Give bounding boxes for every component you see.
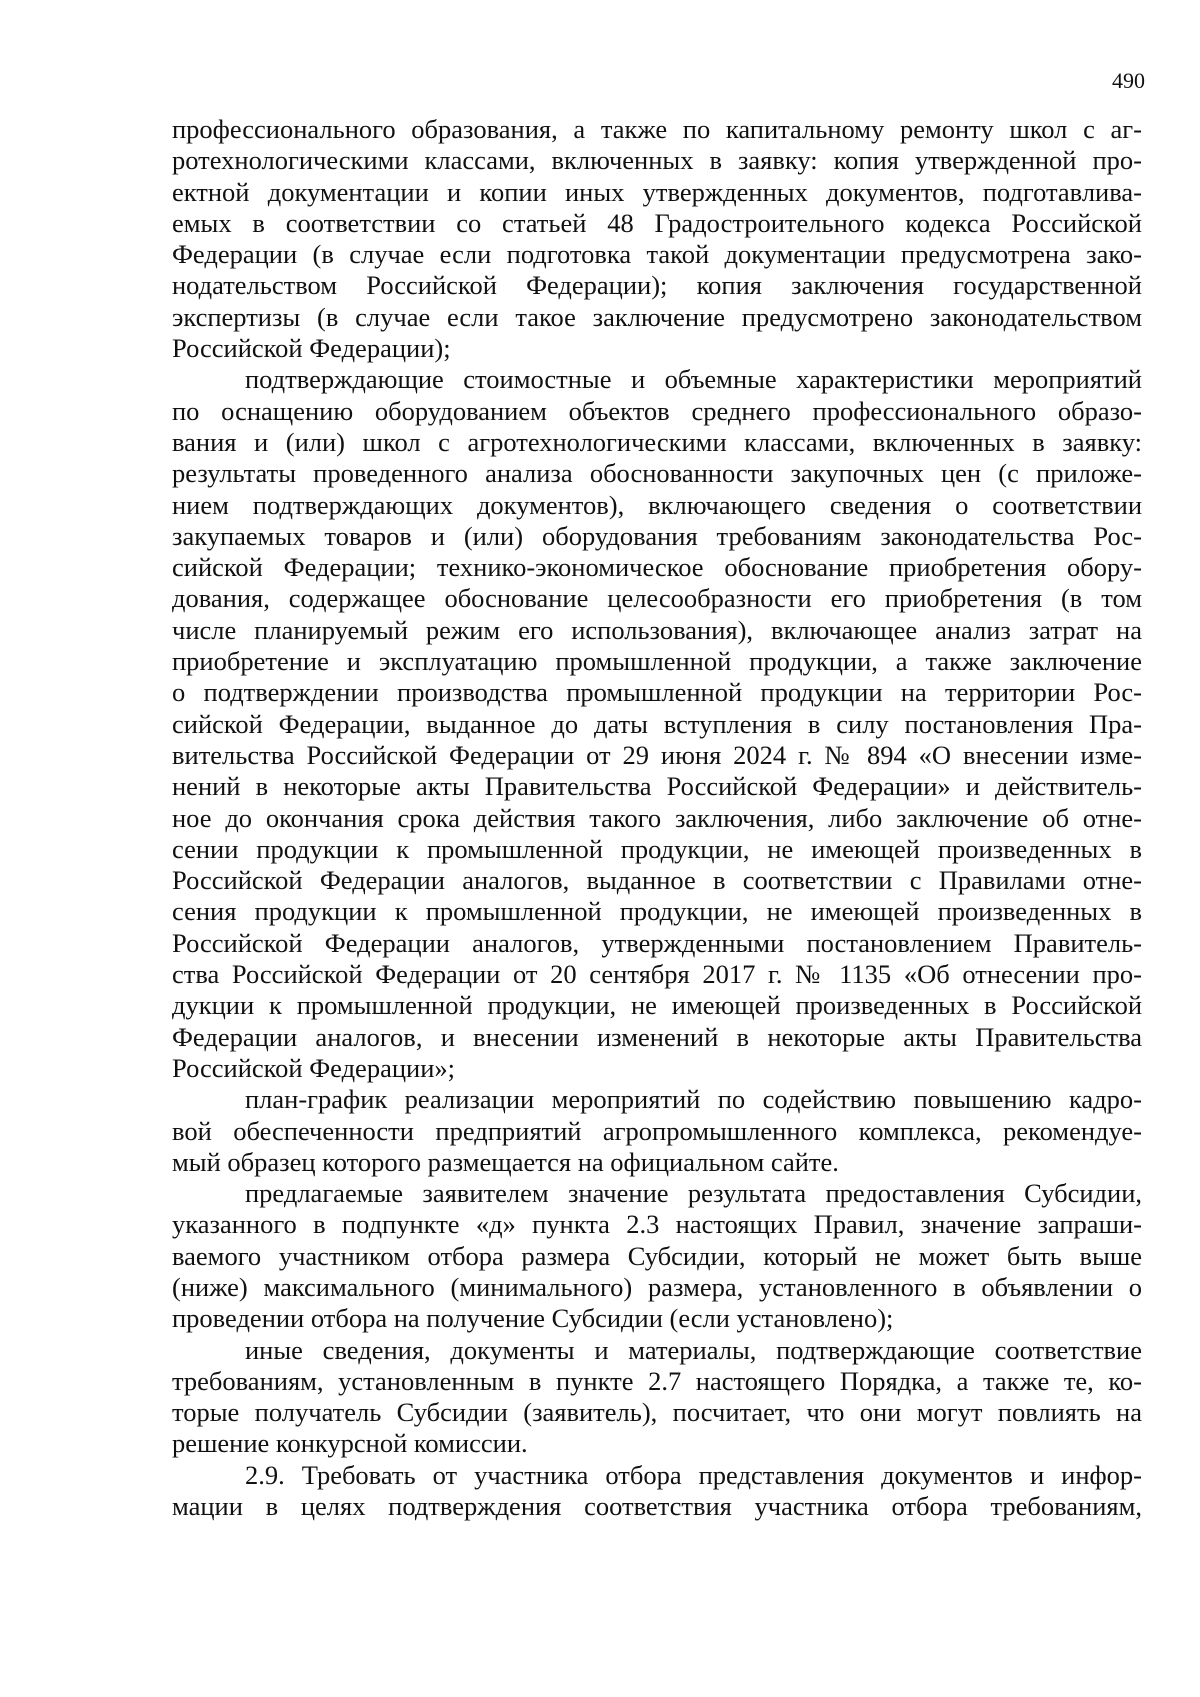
text-line: (ниже) максимального (минимального) размера, установленного в объявлении о (172, 1271, 1142, 1302)
text-line: решение конкурсной комиссии. (172, 1428, 528, 1459)
text-line: сения продукции к промышленной продукции, не имеющей произведенных в (172, 896, 1142, 927)
text-line: мый образец которого размещается на официальном сайте. (172, 1146, 839, 1177)
document-body (172, 114, 1142, 1522)
text-line: вой обеспеченности предприятий агропромышленного комплекса, рекомендуе- (172, 1115, 1142, 1146)
text-line: Российской Федерации»; (172, 1052, 455, 1083)
text-line: ротехнологическими классами, включенных в заявку: копия утвержденной про- (172, 145, 1142, 176)
text-line: мации в целях подтверждения соответствия участника отбора требованиям, (172, 1491, 1142, 1522)
text-line: ное до окончания срока действия такого заключения, либо заключение об отне- (172, 802, 1142, 833)
text-line: план-график реализации мероприятий по содействию повышению кадро- (245, 1084, 1142, 1115)
text-line: сийской Федерации; технико-экономическое обоснование приобретения обору- (172, 552, 1142, 583)
page-number: 490 (1112, 68, 1145, 93)
text-line: торые получатель Субсидии (заявитель), посчитает, что они могут повлиять на (172, 1397, 1142, 1428)
text-line: числе планируемый режим его использования), включающее анализ затрат на (172, 614, 1142, 645)
text-line: закупаемых товаров и (или) оборудования требованиям законодательства Рос- (172, 520, 1142, 551)
text-line: нием подтверждающих документов), включающего сведения о соответствии (172, 489, 1142, 520)
text-line: вания и (или) школ с агротехнологическими классами, включенных в заявку: (172, 426, 1142, 457)
text-line: вительства Российской Федерации от 29 июня 2024 г. № 894 «О внесении изме- (172, 739, 1142, 770)
text-line: ства Российской Федерации от 20 сентября 2017 г. № 1135 «Об отнесении про- (172, 959, 1142, 990)
text-line: проведении отбора на получение Субсидии (если установлено); (172, 1303, 894, 1334)
text-line: нений в некоторые акты Правительства Российской Федерации» и действитель- (172, 771, 1142, 802)
text-line: предлагаемые заявителем значение результата предоставления Субсидии, (245, 1178, 1142, 1209)
text-line: Российской Федерации); (172, 333, 451, 364)
text-line: экспертизы (в случае если такое заключение предусмотрено законодательством (172, 301, 1142, 332)
text-line: по оснащению оборудованием объектов среднего профессионального образо- (172, 395, 1142, 426)
text-line: о подтверждении производства промышленной продукции на территории Рос- (172, 677, 1142, 708)
text-line: Федерации (в случае если подготовка такой документации предусмотрена зако- (172, 239, 1142, 270)
text-line: Российской Федерации аналогов, выданное в соответствии с Правилами отне- (172, 865, 1142, 896)
text-line: профессионального образования, а также по капитальному ремонту школ с аг- (172, 114, 1142, 144)
text-line: ектной документации и копии иных утвержденных документов, подготавлива- (172, 176, 1142, 207)
text-line: дования, содержащее обоснование целесообразности его приобретения (в том (172, 583, 1142, 614)
text-line: Российской Федерации аналогов, утвержденными постановлением Правитель- (172, 927, 1142, 958)
text-line: сении продукции к промышленной продукции, не имеющей произведенных в (172, 833, 1142, 864)
text-line: указанного в подпункте «д» пункта 2.3 настоящих Правил, значение запраши- (172, 1209, 1142, 1240)
text-line: емых в соответствии со статьей 48 Градостроительного кодекса Российской (172, 207, 1142, 238)
text-line: иные сведения, документы и материалы, подтверждающие соответствие (245, 1334, 1142, 1365)
text-line: сийской Федерации, выданное до даты вступления в силу постановления Пра- (172, 708, 1142, 739)
text-line: результаты проведенного анализа обоснованности закупочных цен (с приложе- (172, 458, 1142, 489)
text-line: дукции к промышленной продукции, не имеющей произведенных в Российской (172, 990, 1142, 1021)
text-line: приобретение и эксплуатацию промышленной продукции, а также заключение (172, 646, 1142, 677)
text-line: Федерации аналогов, и внесении изменений в некоторые акты Правительства (172, 1021, 1142, 1052)
text-line: требованиям, установленным в пункте 2.7 настоящего Порядка, а также те, ко- (172, 1365, 1142, 1396)
text-line: нодательством Российской Федерации); копия заключения государственной (172, 270, 1142, 301)
text-line: 2.9. Требовать от участника отбора представления документов и инфор- (245, 1459, 1142, 1490)
text-line: ваемого участником отбора размера Субсидии, который не может быть выше (172, 1240, 1142, 1271)
text-line: подтверждающие стоимостные и объемные характеристики мероприятий (245, 364, 1142, 395)
